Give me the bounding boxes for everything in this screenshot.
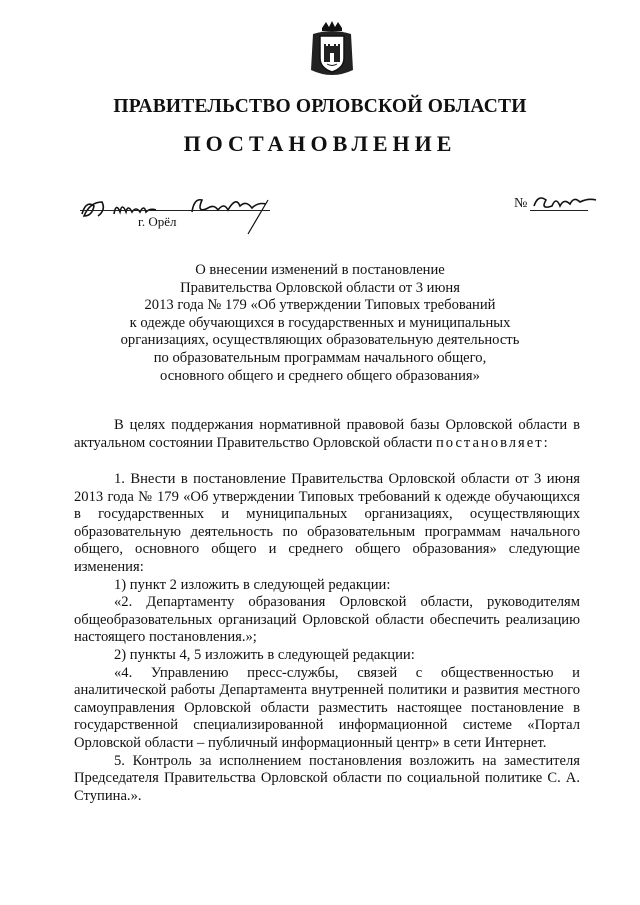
handwritten-number-signature bbox=[530, 188, 600, 218]
government-title: ПРАВИТЕЛЬСТВО ОРЛОВСКОЙ ОБЛАСТИ bbox=[113, 96, 527, 117]
city-label: г. Орёл bbox=[138, 214, 177, 229]
paragraph: 5. Контроль за исполнением постановления возложить на заместителя Председателя Правительства Орловской области по социальной политике С. А. Ступина.». bbox=[74, 752, 580, 804]
subject-line: Правительства Орловской области от 3 июня bbox=[180, 279, 460, 296]
subject-line: 2013 года № 179 «Об утверждении Типовых требований bbox=[144, 297, 496, 314]
paragraph: 1. Внести в постановление Правительства Орловской области от 3 июня 2013 года № 179 «Об утверждении Типовых требований к одежде обучающихся в государственных и муниципальных организациях, осуществляющих образовательную деятельность по образовательным программам начального общего, основного общего и среднего общего образования» следующие изменения: bbox=[74, 471, 580, 575]
paragraph: 1) пункт 2 изложить в следующей редакции: bbox=[114, 576, 391, 593]
preamble bbox=[74, 417, 580, 452]
number-label: № bbox=[514, 196, 528, 211]
subject-line: основного общего и среднего общего образования» bbox=[160, 367, 480, 384]
coat-of-arms-emblem bbox=[307, 20, 357, 80]
subject-line: к одежде обучающихся в государственных и муниципальных bbox=[129, 314, 511, 331]
date-underline bbox=[80, 210, 270, 211]
paragraph: «2. Департаменту образования Орловской области, руководителям общеобразовательных организаций Орловской области обеспечить реализацию настоящего постановления.»; bbox=[74, 594, 580, 646]
decree-body bbox=[74, 471, 580, 805]
preamble-text: В целях поддержания нормативной правовой базы Орловской области в актуальном состоянии Правительство Орловской области bbox=[74, 417, 580, 451]
handwritten-date-signature bbox=[80, 188, 290, 236]
paragraph: «4. Управлению пресс-службы, связей с общественностью и аналитической работы Департамента внутренней политики и развития местного самоуправления Орловской области разместить настоящее постановление в государственной специализированной информационной системе «Портал Орловской области – публичный информационный центр» в сети Интернет. bbox=[74, 664, 580, 751]
subject-line: организациях, осуществляющих образовательную деятельность bbox=[120, 332, 520, 349]
decree-subject bbox=[90, 262, 550, 385]
subject-line: О внесении изменений в постановление bbox=[195, 262, 445, 278]
document-type-title: ПОСТАНОВЛЕНИЕ bbox=[183, 131, 457, 156]
number-underline bbox=[530, 210, 588, 211]
paragraph: 2) пункты 4, 5 изложить в следующей редакции: bbox=[114, 646, 415, 663]
preamble-verb: постановляет: bbox=[435, 434, 550, 451]
subject-line: по образовательным программам начального общего, bbox=[153, 349, 487, 366]
